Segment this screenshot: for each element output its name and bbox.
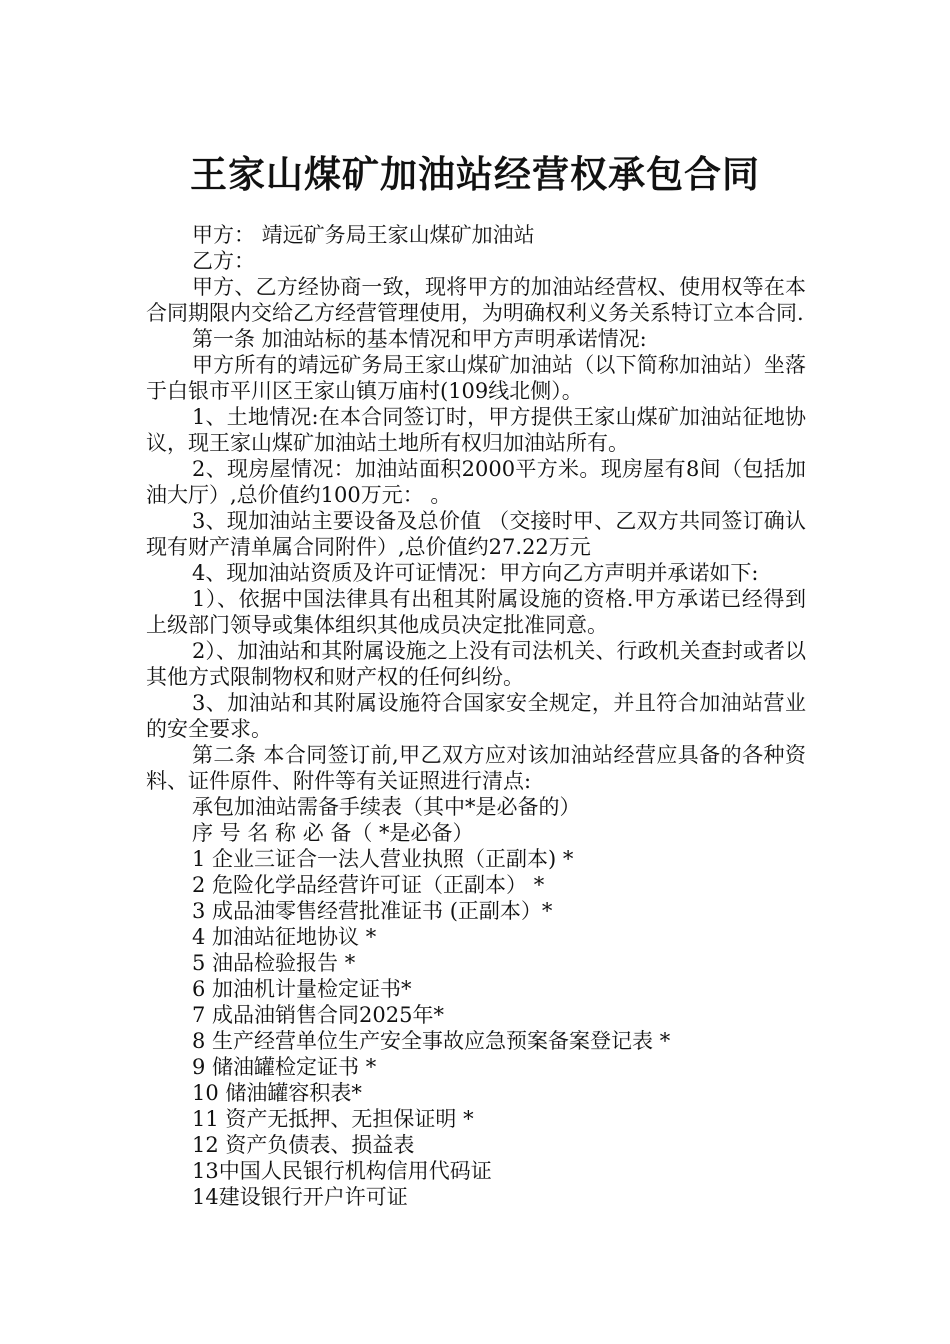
article-heading: 第二条 本合同签订前,甲乙双方应对该加油站经营应具备的各种资料、证件原件、附件等有关证照进行清点: (146, 743, 806, 793)
paragraph: 3、加油站和其附属设施符合国家安全规定，并且符合加油站营业的安全要求。 (146, 691, 806, 741)
paragraph: 甲方所有的靖远矿务局王家山煤矿加油站（以下简称加油站）坐落于白银市平川区王家山镇万庙村(109线北侧）。 (146, 353, 806, 403)
paragraph: 1）、依据中国法律具有出租其附属设施的资格.甲方承诺已经得到上级部门领导或集体组织其他成员决定批准同意。 (146, 587, 806, 637)
list-item: 2 危险化学品经营许可证（正副本） * (192, 873, 545, 897)
paragraph: 2）、加油站和其附属设施之上没有司法机关、行政机关查封或者以其他方式限制物权和财产权的任何纠纷。 (146, 639, 806, 689)
paragraph: 4、现加油站资质及许可证情况：甲方向乙方声明并承诺如下: (192, 561, 759, 585)
list-item: 3 成品油零售经营批准证书 (正副本）* (192, 899, 553, 923)
list-item: 6 加油机计量检定证书* (192, 977, 412, 1001)
document-body (146, 222, 806, 1210)
list-item: 10 储油罐容积表* (192, 1081, 362, 1105)
list-item: 5 油品检验报告 * (192, 951, 356, 975)
list-caption: 承包加油站需备手续表（其中*是必备的） (192, 795, 581, 819)
party-b-line: 乙方： (192, 249, 255, 273)
list-item: 12 资产负债表、损益表 (192, 1133, 415, 1157)
list-item: 1 企业三证合一法人营业执照（正副本) * (192, 847, 574, 871)
paragraph: 3、现加油站主要设备及总价值 （交接时甲、乙双方共同签订确认现有财产清单属合同附件）,总价值约27.22万元 (146, 509, 806, 559)
document-title: 王家山煤矿加油站经营权承包合同 (190, 153, 760, 196)
list-item: 4 加油站征地协议 * (192, 925, 377, 949)
list-item: 7 成品油销售合同2025年* (192, 1003, 444, 1027)
paragraph: 1、土地情况:在本合同签订时，甲方提供王家山煤矿加油站征地协议，现王家山煤矿加油站土地所有权归加油站所有。 (146, 405, 806, 455)
list-item: 14建设银行开户许可证 (192, 1185, 408, 1209)
list-item: 13中国人民银行机构信用代码证 (192, 1159, 492, 1183)
list-item: 11 资产无抵押、无担保证明 * (192, 1107, 474, 1131)
list-item: 9 储油罐检定证书 * (192, 1055, 377, 1079)
paragraph: 甲方、乙方经协商一致，现将甲方的加油站经营权、使用权等在本合同期限内交给乙方经营管理使用，为明确权利义务关系特订立本合同. (146, 275, 806, 325)
party-a-line: 甲方： 靖远矿务局王家山煤矿加油站 (192, 223, 535, 247)
article-heading: 第一条 加油站标的基本情况和甲方声明承诺情况: (192, 327, 647, 351)
list-item: 8 生产经营单位生产安全事故应急预案备案登记表 * (192, 1029, 671, 1053)
paragraph: 2、现房屋情况：加油站面积2000平方米。现房屋有8间（包括加油大厅）,总价值约100万元： 。 (146, 457, 806, 507)
list-header: 序 号 名 称 必 备（ *是必备） (192, 821, 474, 845)
